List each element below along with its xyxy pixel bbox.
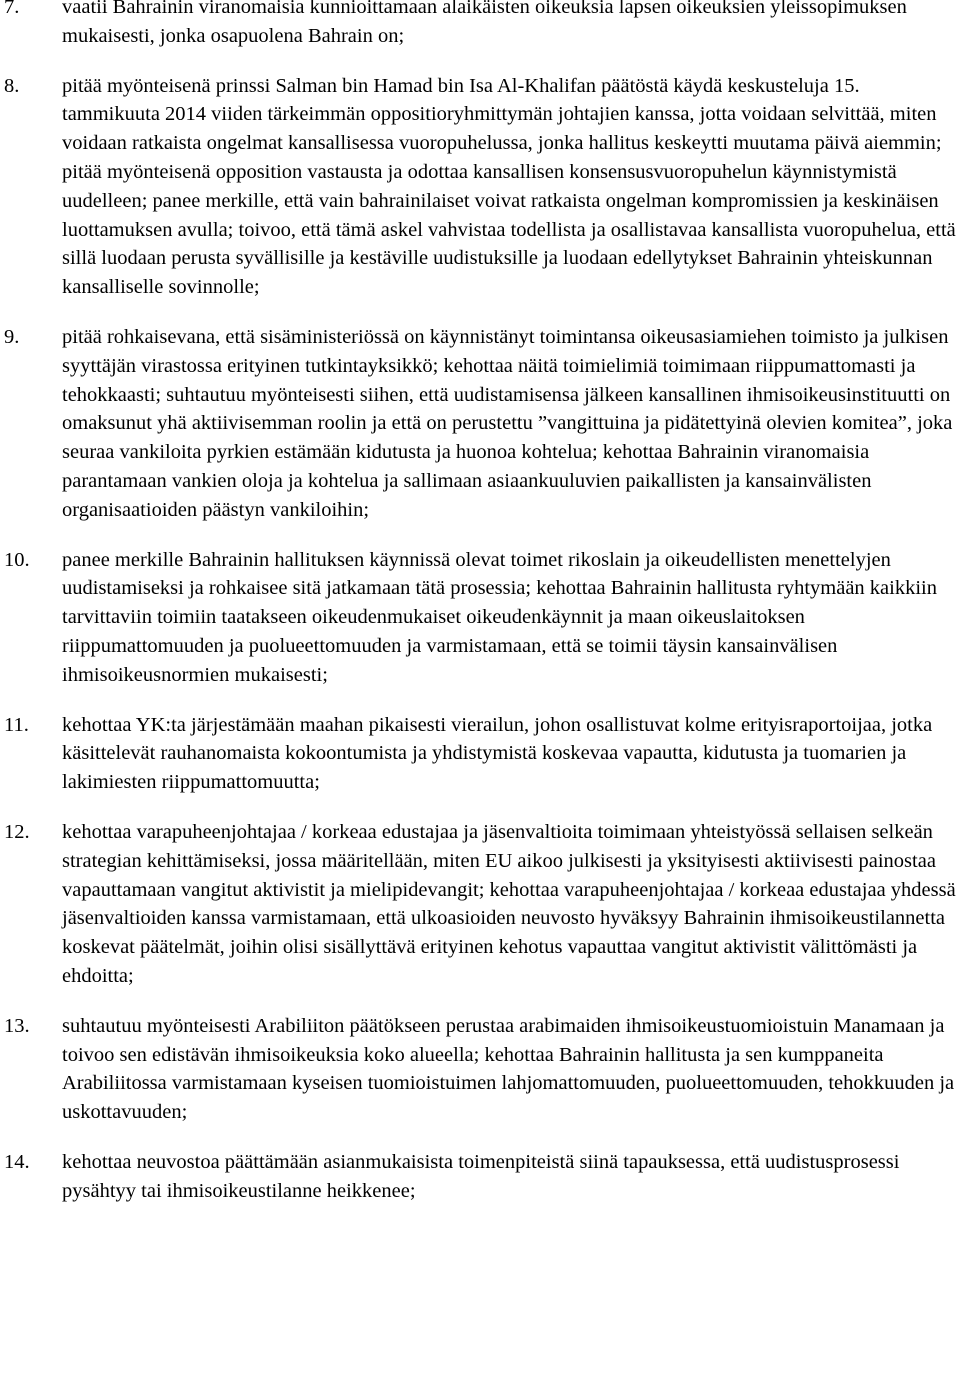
item-number: 14. (4, 1150, 30, 1173)
list-item-9 (0, 323, 960, 525)
item-number: 9. (4, 325, 20, 348)
list-item-7 (0, 0, 960, 51)
item-text: panee merkille Bahrainin hallituksen käynnissä olevat toimet rikoslain ja oikeudellisten menettelyjen uudistamiseksi ja rohkaisee sitä jatkamaan tätä prosessia; kehottaa Bahrainin hallitusta ryhtymään kaikkiin tarvittaviin toimiin taatakseen oikeudenmukaiset oikeudenkäynnit ja maan oikeuslaitoksen riippumattomuuden ja puolueettomuuden ja varmistamaan, että se toimii täysin kansainvälisen ihmisoikeusnormien mukaisesti; (62, 548, 937, 686)
list-item-12 (0, 818, 960, 991)
item-number: 13. (4, 1014, 30, 1037)
item-text: kehottaa YK:ta järjestämään maahan pikaisesti vierailun, johon osallistuvat kolme erityisraportoijaa, jotka käsittelevät rauhanomaista kokoontumista ja yhdistymistä koskevaa vapautta, kidutusta ja tuomarien ja lakimiesten riippumattomuutta; (62, 713, 933, 794)
item-number: 7. (4, 0, 20, 18)
item-text: pitää rohkaisevana, että sisäministeriössä on käynnistänyt toimintansa oikeusasiamiehen toimisto ja julkisen syyttäjän virastossa erityinen tutkintayksikkö; kehottaa näitä toimielimiä toimimaan riippumattomasti ja tehokkaasti; suhtautuu myönteisesti siihen, että uudistamisensa jälkeen kansallinen ihmisoikeusinstituutti on omaksunut yhä aktiivisemman roolin ja että on perustettu ”vangittuina ja pidätettyinä olevien komitea”, joka seuraa vankiloita pyrkien estämään kidutusta ja huonoa kohtelua; kehottaa Bahrainin viranomaisia parantamaan vankien oloja ja kohtelua ja sallimaan asiaankuuluvien paikallisten ja kansainvälisten organisaatioiden päästyn vankiloihin; (62, 325, 953, 521)
item-number: 12. (4, 820, 30, 843)
item-text: vaatii Bahrainin viranomaisia kunnioittamaan alaikäisten oikeuksia lapsen oikeuksien yleissopimuksen mukaisesti, jonka osapuolena Bahrain on; (62, 0, 907, 47)
list-item-11 (0, 711, 960, 797)
item-text: suhtautuu myönteisesti Arabiliiton päätökseen perustaa arabimaiden ihmisoikeustuomioistuin Manamaan ja toivoo sen edistävän ihmisoikeuksia koko alueella; kehottaa Bahrainin hallitusta ja sen kumppaneita Arabiliitossa varmistamaan kyseisen tuomioistuimen lahjomattomuuden, puolueettomuuden, tehokkuuden ja uskottavuuden; (62, 1014, 955, 1124)
list-item-8 (0, 72, 960, 302)
item-text: kehottaa neuvostoa päättämään asianmukaisista toimenpiteistä siinä tapauksessa, että uudistusprosessi pysähtyy tai ihmisoikeustilanne heikkenee; (62, 1150, 900, 1202)
list-item-10 (0, 546, 960, 690)
item-number: 8. (4, 74, 20, 97)
item-text: kehottaa varapuheenjohtajaa / korkeaa edustajaa ja jäsenvaltioita toimimaan yhteistyössä sellaisen selkeän strategian kehittämiseksi, jossa määritellään, miten EU aikoo julkisesti ja yksityisesti aktiivisesti painostaa vapauttamaan vangitut aktivistit ja mielipidevangit; kehottaa varapuheenjohtajaa / korkeaa edustajaa yhdessä jäsenvaltioiden kanssa varmistamaan, että ulkoasioiden neuvosto hyväksyy Bahrainin ihmisoikeustilannetta koskevat päätelmät, joihin olisi sisällyttävä erityinen kehotus vapauttaa vangitut aktivistit välittömästi ja ehdoitta; (62, 820, 956, 987)
item-text: pitää myönteisenä prinssi Salman bin Hamad bin Isa Al-Khalifan päätöstä käydä keskusteluja 15. tammikuuta 2014 viiden tärkeimmän oppositioryhmittymän johtajien kanssa, jotta voidaan selvittää, miten voidaan ratkaista ongelmat kansallisessa vuoropuhelussa, jonka hallitus keskeytti muutama päivä aiemmin; pitää myönteisenä opposition vastausta ja odottaa kansallisen konsensusvuoropuhelun käynnistymistä uudelleen; panee merkille, että vain bahrainilaiset voivat ratkaista ongelman kompromissien ja keskinäisen luottamuksen avulla; toivoo, että tämä askel vahvistaa todellista ja osallistavaa kansallista vuoropuhelua, että sillä luodaan perusta syvällisille ja kestäville uudistuksille ja luodaan edellytykset Bahrainin yhteiskunnan kansalliselle sovinnolle; (62, 74, 956, 299)
list-item-14 (0, 1148, 960, 1206)
item-number: 11. (4, 713, 29, 736)
item-number: 10. (4, 548, 30, 571)
list-item-13 (0, 1012, 960, 1127)
